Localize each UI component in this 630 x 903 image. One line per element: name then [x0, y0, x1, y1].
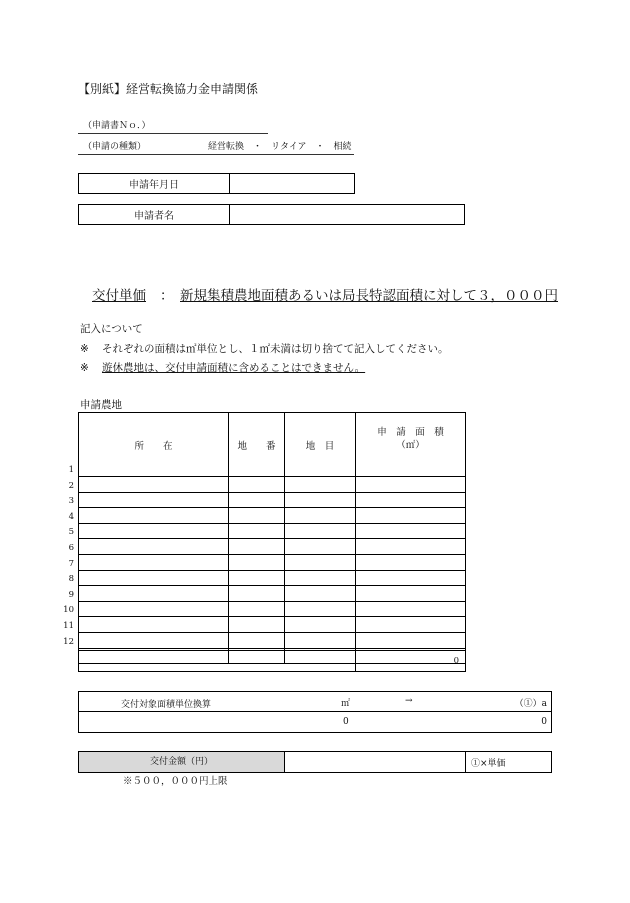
applicant-name-label: 申請者名	[79, 205, 230, 225]
col-land-category: 地 目	[285, 413, 356, 477]
area-cell[interactable]	[356, 570, 466, 586]
table-row	[79, 477, 466, 493]
col-area-unit: （㎡）	[396, 440, 425, 451]
location-cell[interactable]	[79, 477, 229, 493]
area-total-row	[78, 650, 466, 672]
row-number: 10	[63, 605, 74, 616]
grant-amount-box	[78, 751, 552, 773]
row-number: 2	[68, 480, 74, 491]
col-area-label: 申 請 面 積	[377, 427, 444, 438]
area-cell[interactable]	[356, 632, 466, 648]
location-cell[interactable]	[79, 554, 229, 570]
conversion-unit-m2: ㎡	[341, 699, 351, 709]
table-row	[79, 617, 466, 633]
lot-number-cell[interactable]	[229, 554, 285, 570]
col-location: 所 在	[79, 413, 229, 477]
conversion-arrow: →	[405, 696, 413, 706]
note-2	[80, 360, 365, 375]
land-category-cell[interactable]	[285, 523, 356, 539]
application-no-label: （申請書Ｎｏ．）	[83, 121, 151, 131]
location-cell[interactable]	[79, 570, 229, 586]
note-1-mark: ※	[80, 343, 89, 355]
row-number: 5	[68, 527, 74, 538]
location-cell[interactable]	[79, 523, 229, 539]
table-row	[79, 539, 466, 555]
row-number: 1	[68, 465, 74, 475]
land-heading: 申請農地	[80, 399, 122, 411]
lot-number-cell[interactable]	[229, 617, 285, 633]
table-row	[79, 523, 466, 539]
land-category-cell[interactable]	[285, 586, 356, 602]
table-row	[79, 632, 466, 648]
unit-price-colon: ：	[160, 288, 174, 304]
row-numbers	[58, 464, 74, 651]
land-category-cell[interactable]	[285, 539, 356, 555]
note-2-text: 遊休農地は、交付申請面積に含めることはできません。	[102, 362, 366, 374]
grant-amount-cap: ※５００，０００円上限	[123, 776, 228, 787]
lot-number-cell[interactable]	[229, 508, 285, 524]
land-category-cell[interactable]	[285, 632, 356, 648]
area-total-divider	[355, 651, 356, 671]
conversion-box	[78, 691, 552, 733]
area-cell[interactable]	[356, 523, 466, 539]
lot-number-cell[interactable]	[229, 601, 285, 617]
area-total-value: 0	[453, 656, 459, 666]
applicant-name-box	[78, 204, 465, 225]
conversion-value-m2: 0	[343, 717, 349, 727]
location-cell[interactable]	[79, 508, 229, 524]
grant-amount-label: 交付金額（円）	[79, 752, 285, 772]
lot-number-cell[interactable]	[229, 523, 285, 539]
land-category-cell[interactable]	[285, 570, 356, 586]
land-category-cell[interactable]	[285, 477, 356, 493]
note-1	[80, 341, 449, 356]
location-cell[interactable]	[79, 617, 229, 633]
col-lot-number: 地 番	[229, 413, 285, 477]
land-category-cell[interactable]	[285, 617, 356, 633]
applicant-name-field[interactable]	[230, 205, 465, 225]
location-cell[interactable]	[79, 586, 229, 602]
row-number: 8	[68, 574, 74, 585]
document-title: 【別紙】経営転換協力金申請関係	[78, 82, 259, 96]
application-date-label: 申請年月日	[79, 174, 230, 194]
area-cell[interactable]	[356, 554, 466, 570]
application-date-box	[78, 173, 355, 194]
unit-price-text: 新規集積農地面積あるいは局長特認面積に対して３，０００円	[180, 288, 558, 304]
conversion-label: 交付対象面積単位換算	[121, 700, 212, 710]
table-row	[79, 601, 466, 617]
lot-number-cell[interactable]	[229, 586, 285, 602]
location-cell[interactable]	[79, 601, 229, 617]
application-date-field[interactable]	[230, 174, 355, 194]
conversion-value-a: 0	[541, 717, 547, 727]
location-cell[interactable]	[79, 539, 229, 555]
location-cell[interactable]	[79, 492, 229, 508]
table-row	[79, 508, 466, 524]
row-number: 9	[68, 589, 74, 600]
lot-number-cell[interactable]	[229, 539, 285, 555]
table-row	[79, 570, 466, 586]
land-category-cell[interactable]	[285, 508, 356, 524]
row-number: 12	[63, 636, 74, 647]
lot-number-cell[interactable]	[229, 492, 285, 508]
note-1-text: それぞれの面積は㎡単位とし、１㎡未満は切り捨てて記入してください。	[102, 343, 449, 355]
lot-number-cell[interactable]	[229, 632, 285, 648]
notes-heading: 記入について	[80, 323, 143, 335]
lot-number-cell[interactable]	[229, 570, 285, 586]
location-cell[interactable]	[79, 632, 229, 648]
area-cell[interactable]	[356, 477, 466, 493]
land-category-cell[interactable]	[285, 492, 356, 508]
land-table	[78, 412, 466, 664]
table-row	[79, 554, 466, 570]
application-type-label: （申請の種類）	[83, 142, 147, 152]
area-cell[interactable]	[356, 601, 466, 617]
area-cell[interactable]	[356, 586, 466, 602]
row-number: 3	[68, 496, 74, 507]
table-row	[79, 586, 466, 602]
conversion-unit-a: （①）a	[514, 699, 547, 709]
col-area	[356, 413, 466, 477]
area-cell[interactable]	[356, 508, 466, 524]
table-row	[79, 492, 466, 508]
application-no-underline	[78, 133, 268, 134]
area-cell[interactable]	[356, 617, 466, 633]
conversion-divider	[79, 711, 551, 712]
row-number: 11	[63, 620, 74, 631]
row-number: 7	[68, 558, 74, 569]
unit-price-label: 交付単価	[92, 288, 146, 304]
area-cell[interactable]	[356, 539, 466, 555]
application-type-underline	[78, 154, 354, 155]
note-2-mark: ※	[80, 362, 89, 374]
grant-amount-formula: ①×単価	[471, 759, 506, 769]
area-cell[interactable]	[356, 492, 466, 508]
lot-number-cell[interactable]	[229, 477, 285, 493]
row-number: 6	[68, 542, 74, 553]
application-type-options: 経営転換 ・ リタイア ・ 相続	[208, 142, 352, 152]
grant-amount-divider	[465, 752, 466, 772]
land-category-cell[interactable]	[285, 601, 356, 617]
land-category-cell[interactable]	[285, 554, 356, 570]
row-number: 4	[68, 511, 74, 522]
